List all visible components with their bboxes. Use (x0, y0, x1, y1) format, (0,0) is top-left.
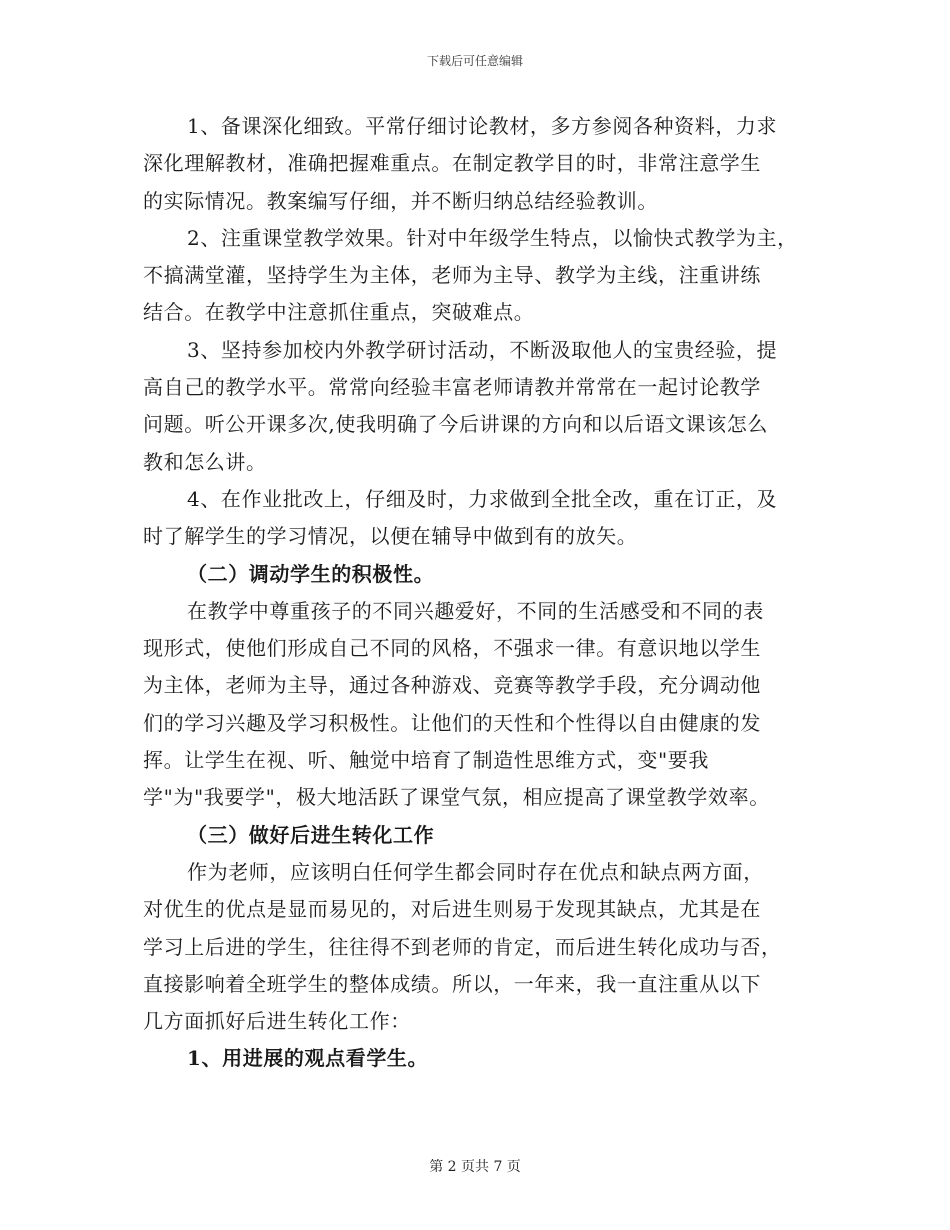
text-line: 深化理解教材，准确把握难重点。在制定教学目的时，非常注意学生 (143, 151, 761, 176)
text-line: 1、备课深化细致。平常仔细讨论教材，多方参阅各种资料，力求 (187, 114, 778, 138)
text-line: 学"为"我要学"，极大地活跃了课堂气氛，相应提高了课堂教学效率。 (143, 785, 770, 810)
text-line: 为主体，老师为主导，通过各种游戏、竞赛等教学手段，充分调动他 (143, 673, 761, 698)
text-line: 作为老师，应该明白任何学生都会同时存在优点和缺点两方面， (187, 859, 764, 884)
text-line: 现形式，使他们形成自己不同的风格，不强求一律。有意识地以学生 (143, 636, 761, 661)
page-header: 下载后可任意编辑 (426, 54, 523, 68)
text-line: 们的学习兴趣及学习积极性。让他们的天性和个性得以自由健康的发 (143, 710, 761, 735)
text-line: 问题。听公开课多次,使我明确了今后讲课的方向和以后语文课该怎么 (143, 412, 768, 437)
text-line: 挥。让学生在视、听、触觉中培育了制造性思维方式，变"要我 (143, 748, 709, 773)
text-line: 4、在作业批改上，仔细及时，力求做到全批全改，重在订正，及 (187, 486, 778, 511)
text-line: 对优生的优点是显而易见的，对后进生则易于发现其缺点，尤其是在 (143, 897, 761, 922)
text-line: 3、坚持参加校内外教学研讨活动，不断汲取他人的宝贵经验，提 (187, 337, 778, 362)
text-line: 不搞满堂灌，坚持学生为主体，老师为主导、教学为主线，注重讲练 (143, 263, 761, 288)
text-line: 直接影响着全班学生的整体成绩。所以，一年来，我一直注重从以下 (143, 971, 761, 996)
section-heading: （三）做好后进生转化工作 (187, 822, 435, 847)
page-footer: 第 2 页共 7 页 (429, 1159, 521, 1175)
text-line: 在教学中尊重孩子的不同兴趣爱好，不同的生活感受和不同的表 (187, 598, 764, 623)
document-body (143, 108, 823, 1078)
text-line: 几方面抓好后进生转化工作： (143, 1009, 411, 1034)
text-line: 结合。在教学中注意抓住重点，突破难点。 (143, 300, 535, 325)
text-line: 2、注重课堂教学效果。针对中年级学生特点，以愉快式教学为主， (187, 225, 798, 250)
text-line: 高自己的教学水平。常常向经验丰富老师请教并常常在一起讨论教学 (143, 375, 761, 400)
section-heading: （二）调动学生的积极性。 (187, 561, 435, 586)
section-heading: 1、用进展的观点看学生。 (187, 1046, 429, 1071)
text-line: 时了解学生的学习情况，以便在辅导中做到有的放矢。 (143, 524, 638, 549)
text-line: 学习上后进的学生，往往得不到老师的肯定，而后进生转化成功与否， (143, 934, 782, 959)
text-line: 的实际情况。教案编写仔细，并不断归纳总结经验教训。 (143, 188, 658, 213)
text-line: 教和怎么讲。 (143, 449, 267, 474)
